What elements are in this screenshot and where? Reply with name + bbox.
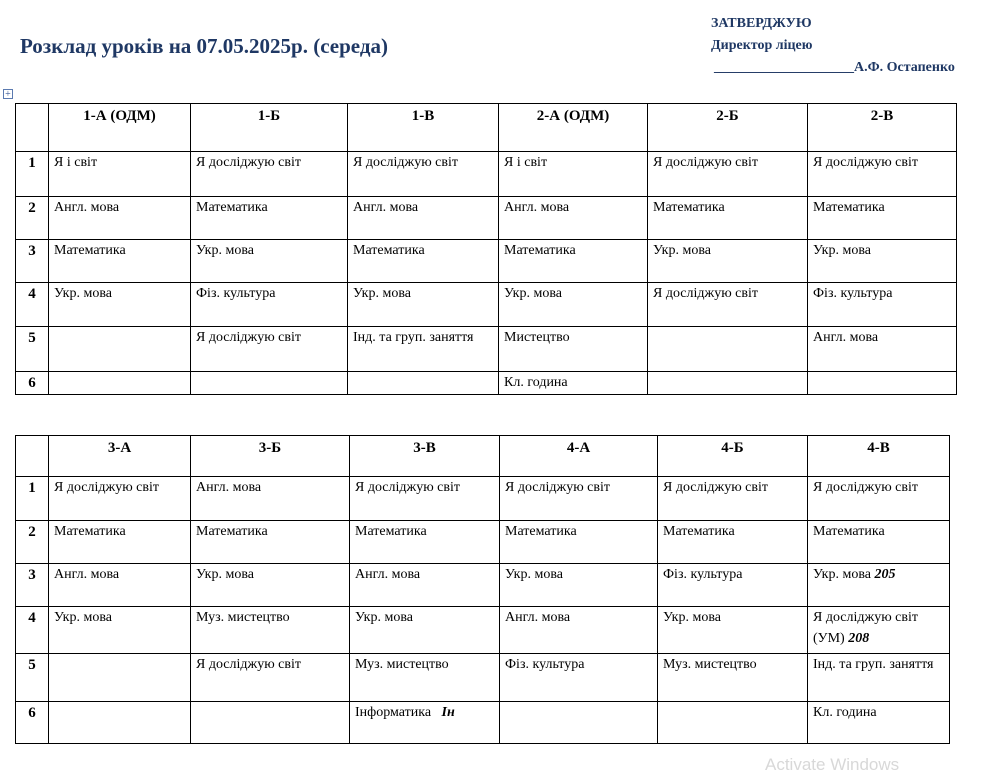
lesson-cell: Я досліджую світ [658,477,808,521]
lesson-cell: Математика [648,197,808,240]
room-note: Ін [441,705,455,720]
lesson-cell: Математика [808,197,957,240]
approval-signature [714,57,955,79]
lesson-cell: Укр. мова [191,240,348,283]
lesson-cell [49,372,191,395]
table-header-row [16,104,957,152]
corner-cell [16,104,49,152]
corner-cell [16,436,49,477]
page-title: Розклад уроків на 07.05.2025р. (середа) [20,34,388,58]
lesson-cell: Мистецтво [499,327,648,372]
lesson-cell [808,607,950,654]
lesson-cell: Інд. та груп. заняття [348,327,499,372]
room-note: 208 [848,631,870,646]
lesson-cell [191,702,350,744]
class-header: 3-А [49,436,191,477]
table-row [16,564,950,607]
table-row [16,240,957,283]
lesson-text: Я досліджую світ (УМ) [813,610,918,646]
lesson-cell: Укр. мова [49,283,191,327]
lesson-cell: Англ. мова [808,327,957,372]
table-row [16,607,950,654]
lesson-cell: Я досліджую світ [348,152,499,197]
table-row [16,327,957,372]
lesson-number: 3 [16,240,49,283]
lesson-cell: Я досліджую світ [808,477,950,521]
table-row [16,521,950,564]
lesson-text: Інформатика [355,705,432,720]
class-header: 4-В [808,436,950,477]
table-row [16,372,957,395]
lesson-cell: Інд. та груп. заняття [808,654,950,702]
table-move-handle-icon[interactable]: + [3,89,13,99]
schedule-table-grades-1-2 [15,103,957,395]
lesson-cell: Я досліджую світ [191,152,348,197]
lesson-cell: Укр. мова [49,607,191,654]
lesson-cell: Укр. мова [808,240,957,283]
signature-line: ____________________ [714,60,854,75]
lesson-cell: Математика [49,521,191,564]
lesson-number: 2 [16,197,49,240]
approval-block [711,13,955,79]
approval-position: Директор ліцею [711,38,813,53]
class-header: 2-А (ОДМ) [499,104,648,152]
lesson-cell: Укр. мова [658,607,808,654]
lesson-cell: Я досліджую світ [808,152,957,197]
lesson-cell: Я досліджую світ [648,283,808,327]
lesson-cell: Я досліджую світ [191,327,348,372]
lesson-cell: Кл. година [808,702,950,744]
lesson-cell: Математика [658,521,808,564]
lesson-cell: Англ. мова [49,197,191,240]
lesson-cell: Англ. мова [499,197,648,240]
class-header: 2-Б [648,104,808,152]
lesson-cell: Англ. мова [350,564,500,607]
lesson-number: 3 [16,564,49,607]
lesson-cell [49,702,191,744]
room-note: 205 [874,567,896,582]
lesson-number: 1 [16,152,49,197]
lesson-cell: Математика [49,240,191,283]
lesson-cell: Математика [191,521,350,564]
lesson-cell [49,327,191,372]
lesson-number: 2 [16,521,49,564]
lesson-cell: Математика [350,521,500,564]
lesson-cell: Я досліджую світ [49,477,191,521]
activate-windows-watermark: Activate Windows [765,755,900,774]
lesson-number: 6 [16,372,49,395]
lesson-cell: Укр. мова [350,607,500,654]
table-row [16,283,957,327]
lesson-cell: Укр. мова [500,564,658,607]
class-header: 1-Б [191,104,348,152]
class-header: 2-В [808,104,957,152]
lesson-cell: Фіз. культура [808,283,957,327]
lesson-cell: Муз. мистецтво [191,607,350,654]
schedule-table-grades-3-4 [15,435,950,744]
table-row [16,152,957,197]
class-header: 3-Б [191,436,350,477]
lesson-cell [49,654,191,702]
table-row [16,197,957,240]
lesson-cell: Математика [191,197,348,240]
lesson-cell: Я досліджую світ [191,654,350,702]
lesson-cell [808,564,950,607]
lesson-cell: Укр. мова [499,283,648,327]
lesson-cell: Я і світ [49,152,191,197]
class-header: 4-Б [658,436,808,477]
lesson-cell: Муз. мистецтво [658,654,808,702]
lesson-number: 5 [16,327,49,372]
director-name: А.Ф. Остапенко [854,60,955,75]
lesson-cell: Кл. година [499,372,648,395]
lesson-number: 6 [16,702,49,744]
lesson-number: 4 [16,607,49,654]
table-row [16,654,950,702]
table-row [16,477,950,521]
class-header: 4-А [500,436,658,477]
lesson-text: Укр. мова [813,567,871,582]
lesson-number: 5 [16,654,49,702]
class-header: 3-В [350,436,500,477]
lesson-cell: Англ. мова [348,197,499,240]
lesson-cell: Фіз. культура [500,654,658,702]
lesson-cell: Я досліджую світ [350,477,500,521]
lesson-cell [348,372,499,395]
lesson-cell: Математика [348,240,499,283]
lesson-cell: Англ. мова [191,477,350,521]
lesson-cell: Я і світ [499,152,648,197]
lesson-cell: Математика [808,521,950,564]
table-row [16,702,950,744]
lesson-cell: Англ. мова [49,564,191,607]
lesson-cell [191,372,348,395]
lesson-cell [350,702,500,744]
lesson-cell: Укр. мова [648,240,808,283]
lesson-cell: Математика [499,240,648,283]
lesson-cell [658,702,808,744]
lesson-cell: Укр. мова [191,564,350,607]
lesson-number: 4 [16,283,49,327]
class-header: 1-А (ОДМ) [49,104,191,152]
lesson-cell: Математика [500,521,658,564]
lesson-cell: Англ. мова [500,607,658,654]
table-header-row [16,436,950,477]
lesson-number: 1 [16,477,49,521]
lesson-cell: Укр. мова [348,283,499,327]
lesson-cell [500,702,658,744]
lesson-cell [648,372,808,395]
lesson-cell: Я досліджую світ [500,477,658,521]
lesson-cell: Муз. мистецтво [350,654,500,702]
lesson-cell: Я досліджую світ [648,152,808,197]
lesson-cell [648,327,808,372]
lesson-cell [808,372,957,395]
class-header: 1-В [348,104,499,152]
lesson-cell: Фіз. культура [658,564,808,607]
lesson-cell: Фіз. культура [191,283,348,327]
approval-heading: ЗАТВЕРДЖУЮ [711,16,812,31]
